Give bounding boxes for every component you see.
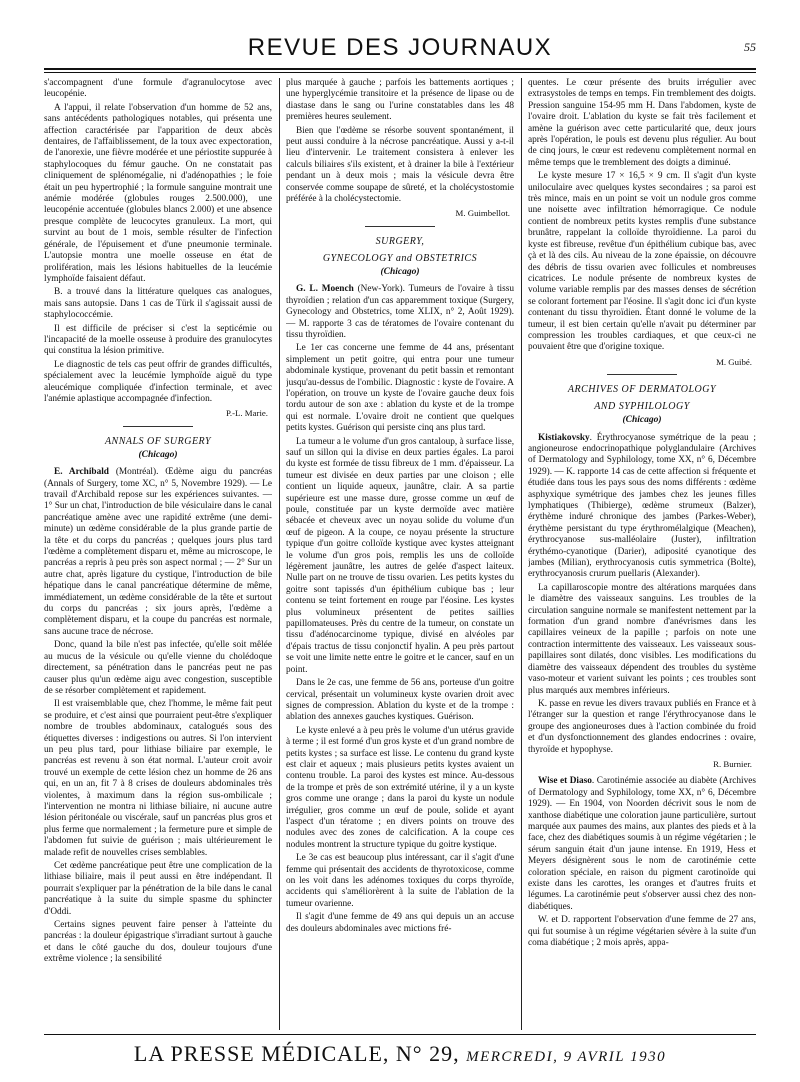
abstract-body: . Carotinémie associée au diabète (Archives of Dermatology and Syphilology, tome XX, n° 6, Décembre 1929). — En 1904, von Noorden décrivit sous le nom de xanthose diabétique une coloration jaune particulière, surtout marquée aux paumes des mains, aux plantes des pieds et à la face, chez des diabétiques soumis à un régime végétarien ; le sérum sanguin était d'un jaune intense. En 1919, Hess et Meyers désignèrent sous le nom de carotinémie cette coloration spéciale, en raison du pigment carotinoïde qui existe dans les carottes, les oranges et d'autres fruits et légumes. La carotinémie peut s'observer aussi chez des non-diabétiques. — [528, 776, 756, 912]
column-3 — [528, 78, 756, 1030]
paragraph: s'accompagnent d'une formule d'agranulocytose avec leucopénie. — [44, 78, 272, 100]
section-separator — [607, 374, 677, 375]
author-signature: M. Guimbellot. — [455, 208, 510, 219]
masthead — [44, 30, 756, 64]
paragraph: Le 1er cas concerne une femme de 44 ans, présentant simplement un petit goitre, qui entra pour une tumeur abdominale kystique, provenant du petit bassin et remontant jusqu'au-dessus de l'ombilic. Diagnostic : kyste de l'ovaire. A l'opération, on trouve un kyste de l'ovaire gauche deux fois tordu autour de son axe : ablation du kyste et de la trompe qui est normale. L'ovaire droit ne contient que quelques petits kystes. Guérison qui persiste cinq ans plus tard. — [286, 343, 514, 434]
section-title-line-2: AND SYPHILOLOGY — [594, 401, 690, 413]
journal-title: REVUE DES JOURNAUX — [247, 34, 553, 61]
paragraph: La tumeur a le volume d'un gros cantaloup, à surface lisse, sauf un sillon qui la divise en deux parties égales. La paroi du kyste est formée de tissu fibreux de 1 mm. d'épaisseur. La tumeur est divisée en deux parties par une cloison ; elle contient un liquide aqueux, jaunâtre, clair. A sa partie supérieure est une masse dure, grosse comme un œuf de poule, constituée par un kyste dermoïde avec matière sébacée et cheveux avec un noyau solide du volume d'un œuf de pigeon. A la coupe, ce noyau présente la structure typique d'un goitre colloïde kystique avec kystes atteignant le volume d'un gros pois, remplis les uns de colloïde légèrement jaunâtre, les autres de gelée d'aspect laiteux. Nulle part on ne trouve de tissu ovarien. Les petits kystes du goitre sont tapissés d'un épithélium cubique bas ; leur contenu se teint fortement en rouge par l'éosine. Les kystes plus volumineux présentent de petites saillies papillomateuses. Près du centre de la tumeur, on constate un tissu d'adénocarcinome typique, divisé en alvéoles par d'épais tractus de tissu conjonctif hyalin. A peu près partout se voit une limite nette entre le goitre et le cancer, sauf en un point. — [286, 436, 514, 675]
paragraph: Le diagnostic de tels cas peut offrir de grandes difficultés, spécialement avec la leucémie lymphoïde aiguë du type aleucémique compliquée d'infection terminale, et avec l'anémie aplastique accompagnée d'infection. — [44, 359, 272, 404]
abstract-paragraph — [286, 284, 514, 341]
column-divider — [521, 78, 522, 1030]
paragraph: Le kyste mesure 17 × 16,5 × 9 cm. Il s'agit d'un kyste uniloculaire avec quelques kystes secondaires ; sa paroi est très mince, mais en un point se voit un nodule gros comme une noisette avec infiltration hémorragique. Ce nodule contient de nombreux petits kystes remplis d'une substance brunâtre, rappelant la colloïde thyroïdienne. La paroi du kyste est fibreuse, revêtue d'un épithélium cubique bas, avec çà et là des cils. Au niveau de la zone épaissie, on découvre des débris de tissu ovarien avec follicules et nombreuses cicatrices. Le nodule présente de nombreux kystes de volume variable remplis par des masses denses de sécrétion se colorant fortement par l'éosine. Il s'agit donc ici d'un kyste contenant du tissu thyroïdien. Étant donné le volume de la tumeur, il est bien certain qu'elle n'avait pu déterminer par compression les troubles cardiaques, et que ceux-ci ne pouvaient être que d'origine toxique. — [528, 171, 756, 353]
author-signature: M. Guibé. — [716, 356, 752, 367]
paragraph: plus marquée à gauche ; parfois les battements aortiques ; une hyperglycémie transitoire et la présence de lipase ou de diastase dans le sang ou l'urine constatables dans les 48 premières heures seulement. — [286, 78, 514, 123]
footer-rule — [44, 1034, 756, 1035]
abstract-paragraph — [528, 433, 756, 581]
section-title: ARCHIVES OF DERMATOLOGY — [567, 384, 717, 396]
author-signature: R. Burnier. — [713, 758, 752, 769]
paragraph: Le 3e cas est beaucoup plus intéressant, car il s'agit d'une femme qui présentait des accidents de thyrotoxicose, comme on les voit dans les adénomes toxiques du corps thyroïde, accidents qui s'améliorèrent à la suite de l'ablation de la tumeur ovarienne. — [286, 853, 514, 909]
abstract-author: Wise et Diaso — [538, 776, 592, 787]
paragraph: quentes. Le cœur présente des bruits irrégulier avec extrasystoles de temps en temps. Fin tremblement des doigts. Pression sanguine 154-95 mm H. Dans l'abdomen, kyste de l'ovaire droit. L'ablation du kyste se fait très facilement et amène la guérison avec cette particularité que, deux jours après l'opération, le pouls est devenu plus régulier. Au bout de cinq jours, le cœur est redevenu complètement normal en même temps que le tremblement des doigts a diminué. — [528, 78, 756, 168]
paragraph: Le kyste enlevé a à peu près le volume d'un utérus gravide à terme ; il est formé d'un gros kyste et d'un grand nombre de petits kystes ; sa surface est lisse. Le contenu du grand kyste est clair et aqueux ; mais plusieurs petits kystes avaient un contenu trouble. La paroi des kystes est mince. Au-dessous de la trompe et près de son extrémité utérine, il y a un kyste gros comme une orange ; dans la paroi du kyste un nodule irrégulier, gros comme un œuf de poule, solide et ayant l'aspect d'un tératome ; en divers points on trouve des nodules avec des zones de calcification. A la coupe ces nodules montrent la structure typique du goitre kystique. — [286, 725, 514, 850]
paragraph: Il est difficile de préciser si c'est la septicémie ou l'incapacité de la moelle osseuse à produire des granulocytes qui constitua la lésion primitive. — [44, 323, 272, 357]
section-city: (Chicago) — [380, 266, 420, 277]
section-separator — [123, 426, 193, 427]
header-rule — [44, 68, 756, 70]
section-title-line-2: GYNECOLOGY and OBSTETRICS — [322, 252, 478, 264]
column-divider — [279, 78, 280, 1030]
column-1 — [44, 78, 272, 1030]
page-number: 55 — [744, 40, 756, 54]
header-rule-thin — [44, 72, 756, 73]
section-separator — [365, 226, 435, 227]
author-signature: P.-L. Marie. — [225, 408, 268, 419]
paragraph: La capillaroscopie montre des altérations marquées dans le diamètre des vaisseaux sanguins. Les troubles de la circulation sanguine normale se manifestent nettement par la formation d'un grand nombre d'anévrismes dans les capillaires veineux de la papille ; parfois on note une contraction intermittente des vaisseaux. Les vaisseaux sous-papillaires sont dilatés, donc visibles. Les modifications du diamètre des vaisseaux dépendent des troubles du système vaso-moteur et varient suivant les points ; ces troubles sont plus marqués aux membres inférieurs. — [528, 582, 756, 696]
paragraph: Cet œdème pancréatique peut être une complication de la lithiase biliaire, mais il peut aussi en être indépendant. Il pourrait s'expliquer par la pénétration de la bile dans le canal pancréatique à la suite du simple spasme du sphincter d'Oddi. — [44, 861, 272, 917]
paragraph: W. et D. rapportent l'observation d'une femme de 27 ans, qui fut soumise à un régime végétarien sévère à la suite d'un coma diabétique ; 2 mois après, appa- — [528, 915, 756, 949]
section-city: (Chicago) — [138, 449, 178, 460]
paragraph: Certains signes peuvent faire penser à l'atteinte du pancréas : la douleur épigastrique s'irradiant surtout à gauche et dans le côté gauche du dos, douleur toujours d'une extrême violence ; la sensibilité — [44, 920, 272, 965]
column-2 — [286, 78, 514, 1030]
paragraph: B. a trouvé dans la littérature quelques cas analogues, mais sans autopsie. Dans 1 cas de Türk il s'agissait aussi de staphylococcémie. — [44, 287, 272, 321]
paragraph: Il s'agit d'une femme de 49 ans qui depuis un an accuse des douleurs abdominales avec mictions fré- — [286, 912, 514, 934]
paragraph: K. passe en revue les divers travaux publiés en France et à l'étranger sur la question et range l'érythrocyanose dans le groupe des angioneuroses dues à l'action combinée du froid et d'un dysfonctionnement des glandes endocrines : ovaire, thyroïde et hypophyse. — [528, 698, 756, 755]
abstract-author: Kistiakovsky — [538, 432, 590, 443]
abstract-body: (New-York). Tumeurs de l'ovaire à tissu thyroïdien ; relation d'un cas apparemment toxique (Surgery, Gynecology and Obstetrics, tome XLIX, n° 2, Août 1929). — M. rapporte 3 cas de tératomes de l'ovaire contenant du tissu thyroïdien. — [286, 284, 514, 340]
paragraph: Donc, quand la bile n'est pas infectée, qu'elle soit mêlée au mucus de la vésicule ou qu'elle vienne du cholédoque directement, sa pénétration dans le pancréas peut ne pas causer plus qu'un œdème aigu avec congestion, susceptible de se résorber complètement et rapidement. — [44, 640, 272, 696]
footer-date: MERCREDI, 9 AVRIL 1930 — [466, 1049, 667, 1065]
section-title: ANNALS OF SURGERY — [104, 435, 212, 447]
paragraph: Bien que l'œdème se résorbe souvent spontanément, il peut aussi conduire à la nécrose pancréatique. Aussi y a-t-il lieu d'intervenir. Le traitement consistera à enlever les calculs biliaires s'ils existent, et à drainer la bile à l'extérieur pendant un à deux mois ; mais la vésicule devra être conservée comme soupape de sûreté, et la cholécystostomie préférée à la cholécystectomie. — [286, 125, 514, 205]
abstract-body: (Montréal). Œdème aigu du pancréas (Annals of Surgery, tome XC, n° 5, Novembre 1929). — Le travail d'Archibald repose sur les expériences suivantes. — 1° Sur un chat, l'introduction de bile vésiculaire dans le canal pancréatique amène avec une rapidité extrême (une demi-minute) un œdème considérable de la plus grande partie de la tête et du corps du pancréas ; quelques jours plus tard l'œdème a complètement disparu et, même au microscope, le pancréas a repris à peu près son aspect normal ; — 2° Sur un autre chat, après ligature du cystique, l'introduction de bile hépatique dans le canal pancréatique détermine de même, immédiatement, un œdème considérable de la tête et surtout du corps du pancréas ; six jours après, l'œdème a complètement disparu, et la coupe du pancréas est normale, sans aucune trace de nécrose. — [44, 467, 272, 637]
paragraph: Dans le 2e cas, une femme de 56 ans, porteuse d'un goitre cervical, présentait un volumineux kyste ovarien droit avec signes de compression. Ablation du kyste et de la trompe : ablation des annexes gauches kystiques. Guérison. — [286, 678, 514, 723]
abstract-paragraph — [44, 467, 272, 638]
footer-text — [44, 1041, 756, 1067]
abstract-author: G. L. Moench — [296, 284, 354, 295]
section-city: (Chicago) — [622, 415, 662, 426]
abstract-paragraph — [528, 776, 756, 913]
section-title: SURGERY, — [375, 235, 425, 247]
paragraph: Il est vraisemblable que, chez l'homme, le même fait peut se produire, et c'est ainsi que pourraient peut-être s'expliquer nombre de troubles abdominaux, catalogués sous des étiquettes diverses : indigestions ou autres. Si l'on intervient un peu plus tard, pour lithiase biliaire par exemple, le pancréas est revenu à son état normal. L'auteur croit avoir trouvé un exemple de cette lésion chez un homme de 26 ans qui, en un an, fit 7 à 8 crises de douleurs abdominales très violentes, à maximum dans la région sus-ombilicale ; l'intervention ne montra ni lithiase biliaire, ni aucune autre lésion péritonéale ou viscérale, sauf un pancréas plus gros et plus ferme que normalement ; la fermeture pure et simple de l'abdomen fut suivie de guérison ; mais ultérieurement le malade refit de nouvelles crises semblables. — [44, 699, 272, 858]
page-footer — [44, 1034, 756, 1064]
footer-journal: LA PRESSE MÉDICALE, N° 29, — [133, 1041, 460, 1066]
abstract-body: . Érythrocyanose symétrique de la peau ; angioneurose endocrinopathique polyglandulaire (Archives of Dermatology and Syphilology, tome XX, n° 6, Décembre 1929). — K. rapporte 14 cas de cette affection si fréquente et étudiée dans tous les pays sous des noms différents : œdème asphyxique symétrique des jambes chez les jeunes filles lymphatiques (Thibierge), œdème strumeux (Balzer), érythème induré chronique des jambes (Parkes-Weber), érythème persistant du type érythromélalgique (Meachen), érythrocyanose sus-malléolaire (Juster), infiltration érythémo-cyanotique (Darier), adiposité cyanotique des jambes (Milian), erythrocyanosis cutis symmetrica (Bolte), erythrocyanosis crurum puellaris (Alexander). — [528, 432, 756, 580]
paragraph: A l'appui, il relate l'observation d'un homme de 52 ans, sans antécédents pathologiques notables, qui présenta une affection caractérisée par l'apparition de deux abcès dentaires, de l'affaiblissement, de la toux avec expectoration, de l'anorexie, une fièvre modérée et une périostite suppurée à staphylocoques du fémur gauche. On ne constatait pas cliniquement de splénomégalie, ni d'adénopathies ; le foie était un peu hypertrophié ; la formule sanguine montrait une anémie modérée (globules rouges 2.500.000), une leucopénie accentuée (globules blancs 2.000) et une absence presque complète de leucocytes granuleux. La mort, qui survint au bout de 1 mois, semble résulter de l'infection générale, de l'épuisement et d'une pneumonie terminale. L'autopsie montra une moelle osseuse en état de prolifération, mais les lésions habituelles de la leucémie lymphoïde faisaient défaut. — [44, 102, 272, 284]
abstract-author: E. Archibald — [54, 467, 109, 478]
